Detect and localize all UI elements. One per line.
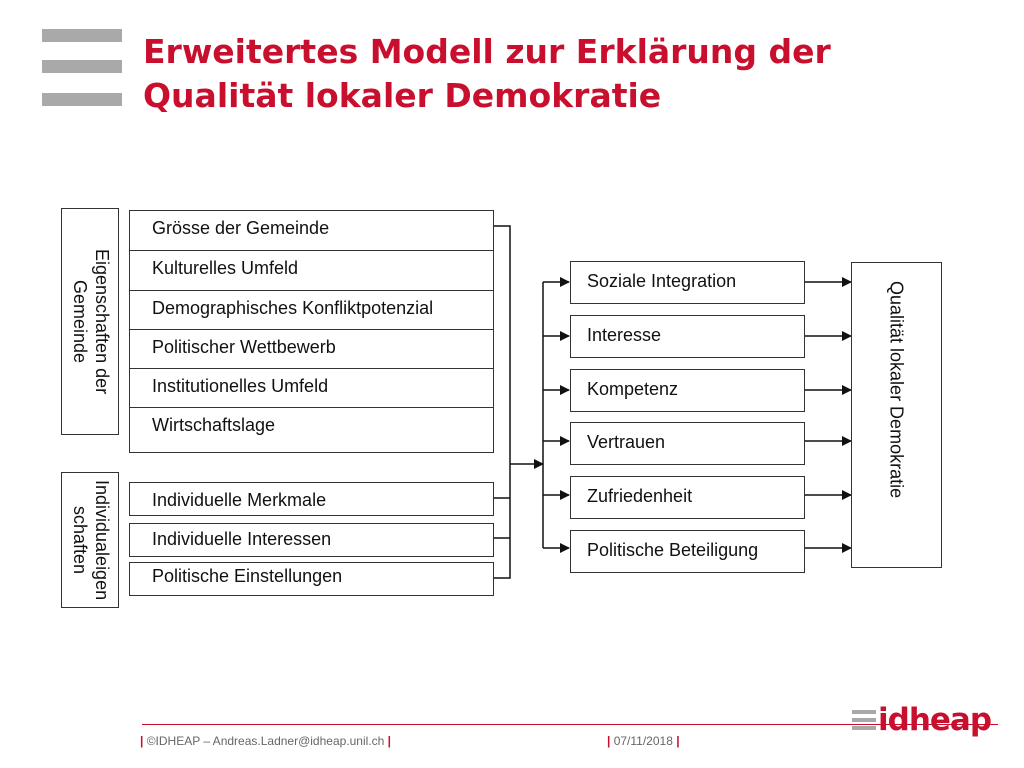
factor-box: Demographisches Konfliktpotenzial: [129, 290, 494, 332]
individual-box: Politische Einstellungen: [129, 562, 494, 596]
footer-copyright-text: ©IDHEAP – Andreas.Ladner@idheap.unil.ch: [146, 734, 385, 748]
outcome-label: Qualität lokaler Demokratie: [886, 281, 907, 499]
footer-copyright: | ©IDHEAP – Andreas.Ladner@idheap.unil.ch |: [140, 734, 392, 748]
factor-box: Grösse der Gemeinde: [129, 210, 494, 252]
individual-box: Individuelle Interessen: [129, 523, 494, 557]
factor-box: Kulturelles Umfeld: [129, 250, 494, 292]
mediator-box: Vertrauen: [570, 422, 805, 465]
factor-box: Wirtschaftslage: [129, 407, 494, 453]
factor-box: Institutionelles Umfeld: [129, 368, 494, 410]
factor-bracket: [493, 226, 510, 578]
group-municipality: [61, 208, 119, 435]
group-individual-label: Individualeigenschaften: [70, 479, 112, 601]
mediator-box: Politische Beteiligung: [570, 530, 805, 573]
mediator-box: Interesse: [570, 315, 805, 358]
title-line-1: Erweitertes Modell zur Erklärung der: [143, 32, 831, 71]
brand-name: idheap: [878, 702, 992, 738]
footer-date-text: 07/11/2018: [613, 734, 673, 748]
mediator-box: Soziale Integration: [570, 261, 805, 304]
individual-box: Individuelle Merkmale: [129, 482, 494, 516]
mediator-box: Kompetenz: [570, 369, 805, 412]
title-line-2: Qualität lokaler Demokratie: [143, 76, 662, 115]
factor-box: Politischer Wettbewerb: [129, 329, 494, 371]
footer-divider: [142, 724, 998, 725]
group-individual: [61, 472, 119, 608]
footer-date: | 07/11/2018 |: [607, 734, 680, 748]
mediator-box: Zufriedenheit: [570, 476, 805, 519]
outcome-box: [851, 262, 942, 568]
group-municipality-label: Eigenschaften der Gemeinde: [70, 248, 112, 395]
